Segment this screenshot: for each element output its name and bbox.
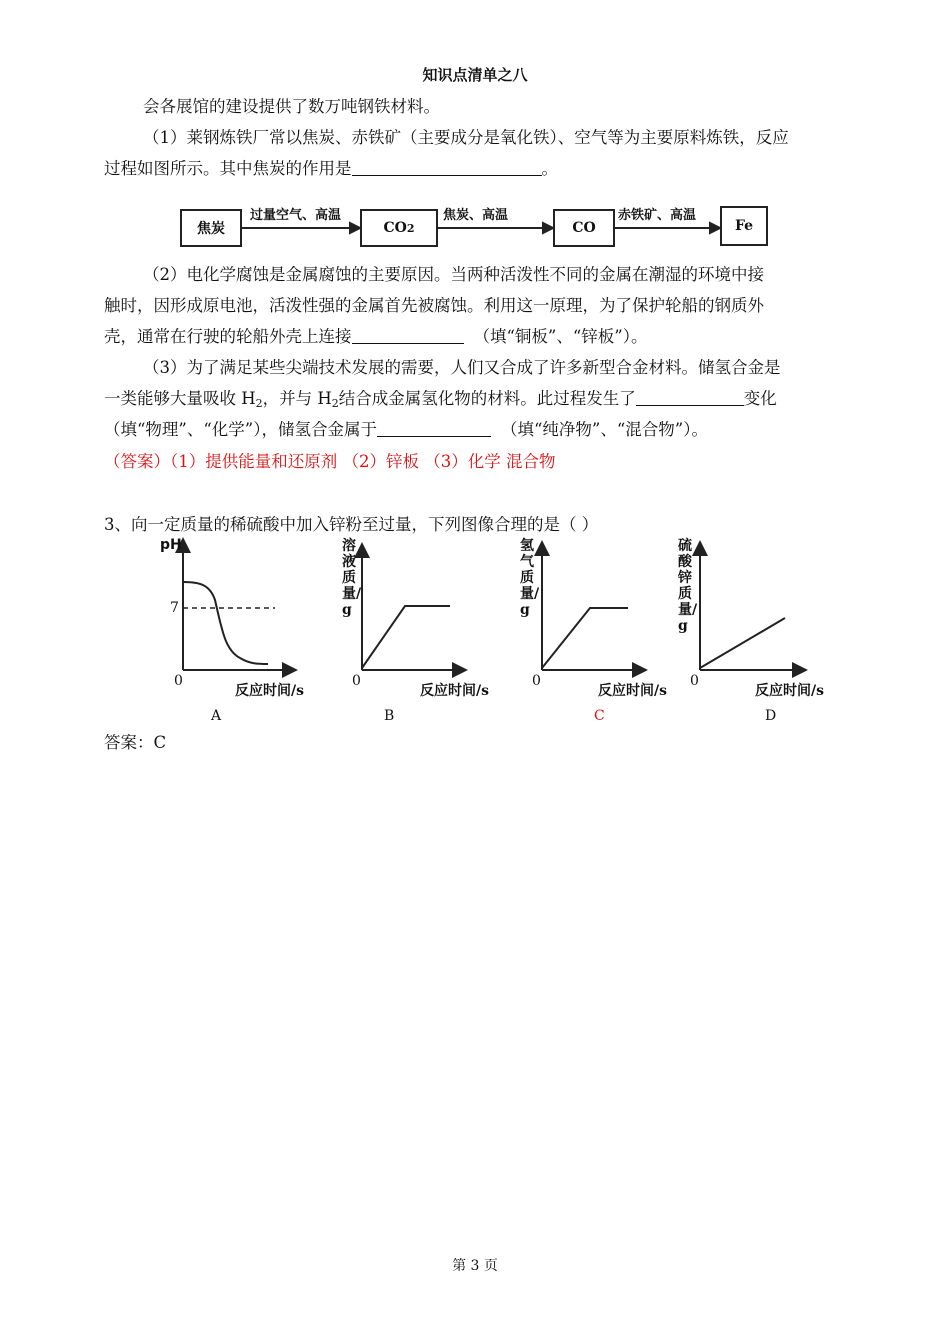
chart-c-origin: 0	[532, 673, 541, 689]
chart-a	[183, 545, 290, 670]
flow-box-coke: 焦炭	[180, 209, 242, 247]
chart-b-x-label: 反应时间/s	[420, 683, 489, 699]
paragraph-3-text-d: 变化	[743, 389, 777, 408]
chart-c	[542, 548, 640, 670]
chart-d-origin: 0	[690, 673, 699, 689]
chart-b-line	[362, 606, 450, 668]
chart-c-y-label: 氢气质量/g	[520, 538, 540, 618]
paragraph-2-text: 壳，通常在行驶的轮船外壳上连接	[104, 327, 352, 346]
flow-box-co: CO	[553, 209, 615, 247]
chart-a-option: A	[211, 708, 222, 724]
chart-d-x-label: 反应时间/s	[755, 683, 824, 699]
page-number: 第 3 页	[452, 1258, 498, 1274]
chart-d	[700, 548, 800, 670]
paragraph-intro: 会各展馆的建设提供了数万吨钢铁材料。	[143, 97, 440, 116]
paragraph-3-text-b: ，并与 H	[262, 389, 332, 408]
chart-d-line	[700, 618, 785, 668]
paragraph-3-text-a: 一类能够大量吸收 H	[104, 389, 256, 408]
chart-b	[362, 550, 460, 670]
paragraph-2-line-1: （2）电化学腐蚀是金属腐蚀的主要原因。当两种活泼性不同的金属在潮湿的环境中接	[143, 265, 764, 284]
co2-subscript: 2	[406, 221, 415, 235]
chart-a-tick-7: 7	[170, 600, 179, 616]
h2-subscript-2: 2	[331, 397, 339, 410]
chart-c-line	[542, 608, 628, 668]
chart-d-option: D	[765, 708, 777, 724]
question-3: 3、向一定质量的稀硫酸中加入锌粉至过量，下列图像合理的是（ ）	[104, 515, 599, 534]
flow-label-ore-heat: 赤铁矿、高温	[618, 208, 697, 223]
chart-c-x-label: 反应时间/s	[598, 683, 667, 699]
paragraph-2-line-2: 触时，因形成原电池，活泼性强的金属首先被腐蚀。利用这一原理，为了保护轮船的钢质外	[104, 296, 764, 315]
chart-a-curve	[184, 582, 268, 664]
paragraph-3-text-c: 结合成金属氢化物的材料。此过程发生了	[338, 389, 636, 408]
paragraph-3-text-e: （填“物理”、“化学”），储氢合金属于	[104, 420, 377, 439]
chart-b-origin: 0	[352, 673, 361, 689]
chart-a-x-label: 反应时间/s	[235, 683, 304, 699]
paragraph-3-line-1: （3）为了满足某些尖端技术发展的需要，人们又合成了许多新型合金材料。储氢合金是	[143, 358, 781, 377]
flow-label-air-heat: 过量空气、高温	[250, 208, 342, 223]
chart-b-option: B	[384, 708, 395, 724]
answer-question-3: 答案：C	[104, 733, 167, 752]
paragraph-1-line-1: （1）莱钢炼铁厂常以焦炭、赤铁矿（主要成分是氧化铁）、空气等为主要原料炼铁，反应	[143, 128, 789, 147]
answer-line-1: （答案）（1）提供能量和还原剂 （2）锌板 （3）化学 混合物	[104, 452, 556, 471]
paragraph-3-text-f: （填“纯净物”、“混合物”）。	[501, 420, 708, 439]
paragraph-1-text: 过程如图所示。其中焦炭的作用是	[104, 159, 352, 178]
page-title: 知识点清单之八	[422, 66, 528, 84]
chart-a-origin: 0	[174, 673, 183, 689]
paragraph-1-end: 。	[541, 159, 558, 178]
chart-d-y-label: 硫酸锌质量/g	[678, 538, 698, 634]
chart-a-y-label: pH	[160, 537, 182, 553]
h2-subscript-1: 2	[255, 397, 263, 410]
chart-b-y-label: 溶液质量/g	[342, 538, 362, 618]
flow-box-fe: Fe	[720, 206, 768, 246]
flow-label-coke-heat: 焦炭、高温	[443, 208, 509, 223]
chart-c-option: C	[594, 708, 605, 724]
co2-text: CO	[383, 220, 407, 236]
paragraph-2-end: （填“铜板”、“锌板”）。	[473, 327, 648, 346]
